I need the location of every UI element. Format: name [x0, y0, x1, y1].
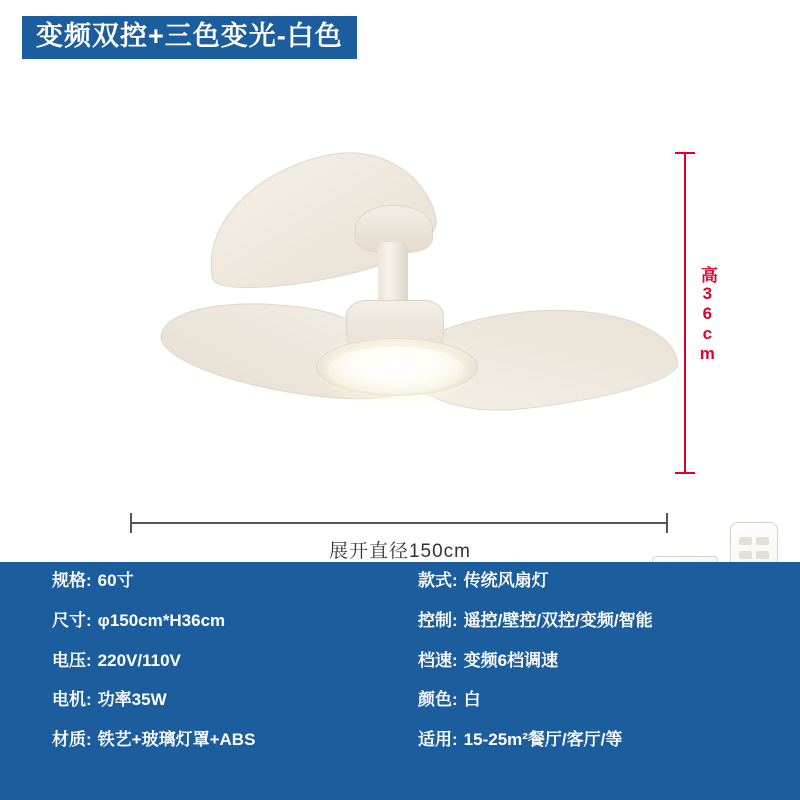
spec-key: 尺寸: [52, 611, 92, 631]
title-banner: 变频双控+三色变光-白色 [22, 16, 357, 59]
spec-row-dimensions [0, 612, 400, 631]
spec-key: 控制: [418, 611, 458, 631]
height-dimension-line [684, 152, 686, 474]
spec-row-speed [400, 652, 800, 671]
remote-button-2 [756, 537, 769, 545]
spec-key: 规格: [52, 571, 92, 591]
height-dimension-cap-top [675, 152, 695, 154]
spec-key: 档速: [418, 650, 458, 670]
spec-value: 白 [463, 690, 481, 710]
spec-value: 15-25m²餐厅/客厅/等 [463, 730, 623, 750]
spec-value: 传统风扇灯 [463, 571, 549, 591]
diameter-dimension-label: 展开直径150cm [328, 541, 472, 562]
specification-panel [0, 562, 800, 800]
spec-key: 颜色: [418, 690, 458, 710]
spec-value: φ150cm*H36cm [97, 611, 226, 631]
spec-row-voltage [0, 652, 400, 671]
spec-value: 遥控/壁控/双控/变频/智能 [463, 611, 653, 631]
specification-grid [0, 562, 800, 800]
spec-key: 电机: [52, 690, 92, 710]
diameter-dimension-cap-right [666, 513, 668, 533]
spec-row-style [400, 572, 800, 591]
spec-row-motor [0, 691, 400, 710]
fan-light-lens [328, 346, 464, 394]
spec-value: 变频6档调速 [463, 650, 559, 670]
spec-value: 60寸 [97, 571, 134, 591]
spec-value: 功率35W [97, 690, 167, 710]
spec-key: 材质: [52, 730, 92, 750]
spec-key: 电压: [52, 650, 92, 670]
height-dimension-label: 高36cm [697, 266, 717, 364]
spec-value: 220V/110V [97, 650, 181, 670]
diameter-dimension-cap-left [130, 513, 132, 533]
remote-button-4 [756, 551, 769, 559]
spec-row-size-class [0, 572, 400, 591]
diameter-dimension-line [130, 522, 668, 524]
spec-row-material [0, 731, 400, 750]
spec-row-color [400, 691, 800, 710]
product-illustration [0, 70, 800, 560]
spec-row-application [400, 731, 800, 750]
remote-button-1 [739, 537, 752, 545]
remote-button-3 [739, 551, 752, 559]
spec-row-control [400, 612, 800, 631]
spec-key: 适用: [418, 730, 458, 750]
spec-value: 铁艺+玻璃灯罩+ABS [97, 730, 256, 750]
spec-key: 款式: [418, 571, 458, 591]
height-dimension-cap-bottom [675, 472, 695, 474]
ceiling-fan-graphic [150, 110, 680, 430]
